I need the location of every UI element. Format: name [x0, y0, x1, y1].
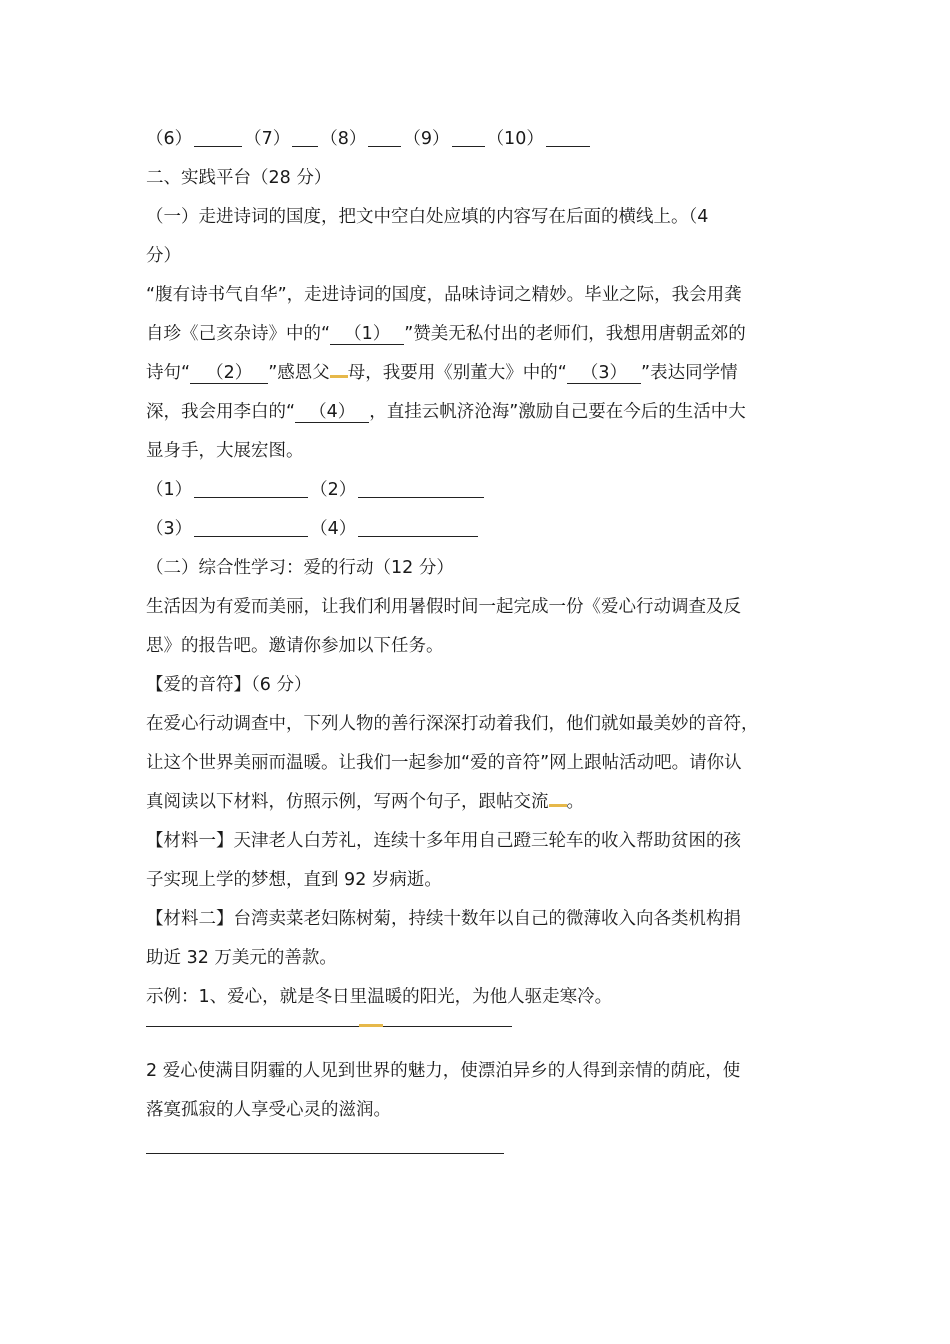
answer-blank-2[interactable] [358, 477, 484, 498]
example-2-line2: 落寞孤寂的人享受心灵的滋润。 [146, 1100, 391, 1120]
text: ”感恩父 [268, 363, 330, 383]
label-2: （2） [310, 480, 357, 500]
blank-6[interactable] [194, 126, 242, 147]
poem-paragraph-line3 [146, 354, 818, 393]
material-2-line1 [146, 900, 818, 939]
label-7: （7） [244, 129, 291, 149]
text: 母，我要用《别董大》中的“ [347, 363, 567, 383]
highlight-mark [330, 365, 348, 378]
answer-line-1[interactable] [146, 1026, 512, 1027]
material-1-line1 [146, 822, 818, 861]
text: ”赞美无私付出的老师们，我想用唐朝孟郊的 [404, 324, 746, 344]
blank-label: （2） [206, 363, 253, 383]
answer-blank-1[interactable] [194, 477, 308, 498]
part1-instruction-cont: 分） [146, 246, 181, 266]
label-10: （10） [486, 129, 544, 149]
poem-paragraph-line2 [146, 315, 818, 354]
text: 台湾卖菜老妇陈树菊，持续十数年以自己的微薄收入向各类机构捐 [233, 909, 741, 929]
poem-blank-1[interactable] [330, 324, 404, 345]
answer-line-2[interactable] [146, 1153, 504, 1154]
blank-9[interactable] [452, 126, 485, 147]
section-2-title: 二、实践平台（28 分） [146, 168, 332, 188]
poem-blank-4[interactable] [295, 402, 369, 423]
love-notes-title: 【爱的音符】（6 分） [146, 675, 312, 695]
part2-intro-line2: 思》的报告吧。邀请你参加以下任务。 [146, 636, 444, 656]
text: 诗句“ [146, 363, 191, 383]
poem-blank-3[interactable] [567, 363, 641, 384]
label-6: （6） [146, 129, 193, 149]
blank-label: （1） [344, 324, 391, 344]
love-notes-line2: 让这个世界美丽而温暖。让我们一起参加“爱的音符”网上跟帖活动吧。请你认 [146, 753, 742, 773]
label-4: （4） [310, 519, 357, 539]
label-3: （3） [146, 519, 193, 539]
answer-row-1-2 [146, 471, 818, 510]
text: ，直挂云帆济沧海”激励自己要在今后的生活中大 [369, 402, 746, 422]
label-8: （8） [320, 129, 367, 149]
material-1-label: 【材料一】 [146, 831, 234, 851]
highlight-mark [549, 794, 567, 807]
poem-paragraph-line1: “腹有诗书气自华”，走进诗词的国度，品味诗词之精妙。毕业之际，我会用龚 [146, 285, 742, 305]
text: 自珍《己亥杂诗》中的“ [146, 324, 331, 344]
part1-instruction: （一）走进诗词的国度，把文中空白处应填的内容写在后面的横线上。（4 [146, 207, 709, 227]
answer-row-6-10 [146, 120, 818, 159]
answer-blank-3[interactable] [194, 516, 308, 537]
material-2-line2: 助近 32 万美元的善款。 [146, 948, 337, 968]
highlight-mark [359, 1024, 383, 1027]
love-notes-line3 [146, 783, 818, 822]
blank-label: （4） [309, 402, 356, 422]
text: 天津老人白芳礼，连续十多年用自己蹬三轮车的收入帮助贫困的孩 [233, 831, 741, 851]
text: 。 [566, 792, 584, 812]
blank-10[interactable] [546, 126, 590, 147]
material-1-line2: 子实现上学的梦想，直到 92 岁病逝。 [146, 870, 442, 890]
text: 深，我会用李白的“ [146, 402, 296, 422]
example-1: 示例：1、爱心，就是冬日里温暖的阳光，为他人驱走寒冷。 [146, 987, 613, 1007]
answer-blank-4[interactable] [358, 516, 478, 537]
part2-title: （二）综合性学习：爱的行动（12 分） [146, 558, 454, 578]
poem-paragraph-line4 [146, 393, 818, 432]
example-2-line1: 2 爱心使满目阴霾的人见到世界的魅力，使漂泊异乡的人得到亲情的荫庇，使 [146, 1061, 741, 1081]
poem-paragraph-line5: 显身手，大展宏图。 [146, 441, 304, 461]
part2-intro-line1: 生活因为有爱而美丽，让我们利用暑假时间一起完成一份《爱心行动调查及反 [146, 597, 741, 617]
example-2-block [146, 1052, 818, 1130]
blank-7[interactable] [292, 126, 318, 147]
love-notes-line1: 在爱心行动调查中，下列人物的善行深深打动着我们，他们就如最美妙的音符， [146, 714, 759, 734]
poem-blank-2[interactable] [190, 363, 268, 384]
label-1: （1） [146, 480, 193, 500]
blank-8[interactable] [368, 126, 401, 147]
answer-row-3-4 [146, 510, 818, 549]
material-2-label: 【材料二】 [146, 909, 234, 929]
text: 真阅读以下材料，仿照示例，写两个句子，跟帖交流 [146, 792, 549, 812]
document-content [146, 120, 818, 1017]
label-9: （9） [403, 129, 450, 149]
text: ”表达同学情 [641, 363, 738, 383]
blank-label: （3） [580, 363, 628, 383]
